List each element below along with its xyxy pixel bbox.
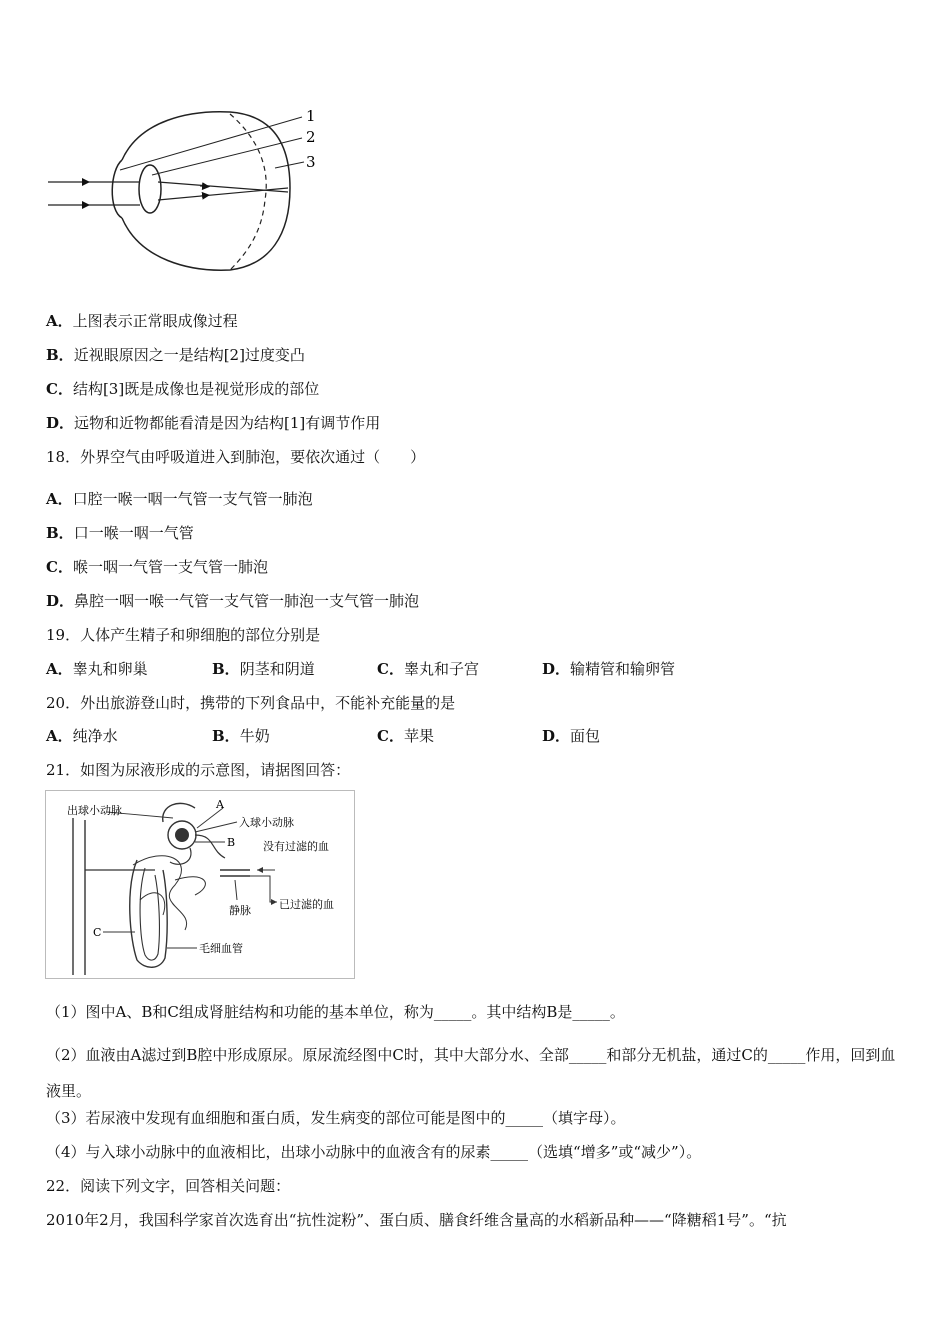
q21-stem: 21．如图为尿液形成的示意图，请据图回答： (46, 761, 351, 779)
q17-option-b: B．近视眼原因之一是结构[2]过度变凸 (46, 346, 305, 364)
q17-option-d: D．远物和近物都能看清是因为结构[1]有调节作用 (46, 414, 381, 432)
q20-option-c: C．苹果 (377, 727, 434, 745)
q19-option-b: B．阴茎和阴道 (212, 660, 315, 678)
q20-option-d: D．面包 (542, 727, 601, 745)
q20-option-b: B．牛奶 (212, 727, 270, 745)
q18-stem: 18．外界空气由呼吸道进入到肺泡，要依次通过（ ） (46, 448, 426, 466)
label-filtered: 已过滤的血 (279, 898, 334, 911)
q22-passage: 2010年2月，我国科学家首次选育出“抗性淀粉”、蛋白质、膳食纤维含量高的水稻新品种——“降糖稻1号”。“抗 (46, 1211, 787, 1229)
eye-diagram (40, 100, 340, 285)
q19-stem: 19．人体产生精子和卵细胞的部位分别是 (46, 626, 321, 644)
q19-option-a: A．睾丸和卵巢 (46, 660, 148, 678)
eye-label-3: 3 (306, 153, 316, 171)
eye-label-2: 2 (306, 128, 316, 146)
q18-option-a: A．口腔一喉一咽一气管一支气管一肺泡 (46, 490, 313, 508)
label-out-artery: 出球小动脉 (67, 804, 122, 817)
q17-option-a: A．上图表示正常眼成像过程 (46, 312, 238, 330)
q21-sub1: （1）图中A、B和C组成肾脏结构和功能的基本单位，称为_____。其中结构B是_____。 (46, 1003, 625, 1021)
q18-option-d: D．鼻腔一咽一喉一气管一支气管一肺泡一支气管一肺泡 (46, 592, 420, 610)
q18-option-b: B．口一喉一咽一气管 (46, 524, 194, 542)
q19-option-c: C．睾丸和子宫 (377, 660, 479, 678)
q21-sub4: （4）与入球小动脉中的血液相比，出球小动脉中的血液含有的尿素_____（选填“增多”或“减少”）。 (46, 1143, 702, 1161)
label-vein: 静脉 (229, 904, 251, 917)
q19-option-d: D．输精管和输卵管 (542, 660, 676, 678)
label-in-artery: 入球小动脉 (239, 816, 294, 829)
label-unfiltered: 没有过滤的血 (263, 840, 329, 853)
nephron-diagram (45, 790, 357, 980)
q22-stem: 22．阅读下列文字，回答相关问题： (46, 1177, 291, 1195)
q20-stem: 20．外出旅游登山时，携带的下列食品中，不能补充能量的是 (46, 694, 456, 712)
label-a: A (216, 798, 224, 811)
label-capillary: 毛细血管 (199, 942, 243, 955)
label-b: B (227, 836, 236, 849)
q20-option-a: A．纯净水 (46, 727, 118, 745)
q21-sub3: （3）若尿液中发现有血细胞和蛋白质，发生病变的部位可能是图中的_____（填字母）。 (46, 1109, 626, 1127)
q21-sub2: （2）血液由A滤过到B腔中形成原尿。原尿流经图中C时，其中大部分水、全部_____和部分无机盐，通过C的_____作用，回到血液里。 (46, 1046, 896, 1100)
q17-option-c: C．结构[3]既是成像也是视觉形成的部位 (46, 380, 320, 398)
label-c: C (93, 926, 102, 939)
eye-label-1: 1 (306, 107, 316, 125)
q18-option-c: C．喉一咽一气管一支气管一肺泡 (46, 558, 268, 576)
